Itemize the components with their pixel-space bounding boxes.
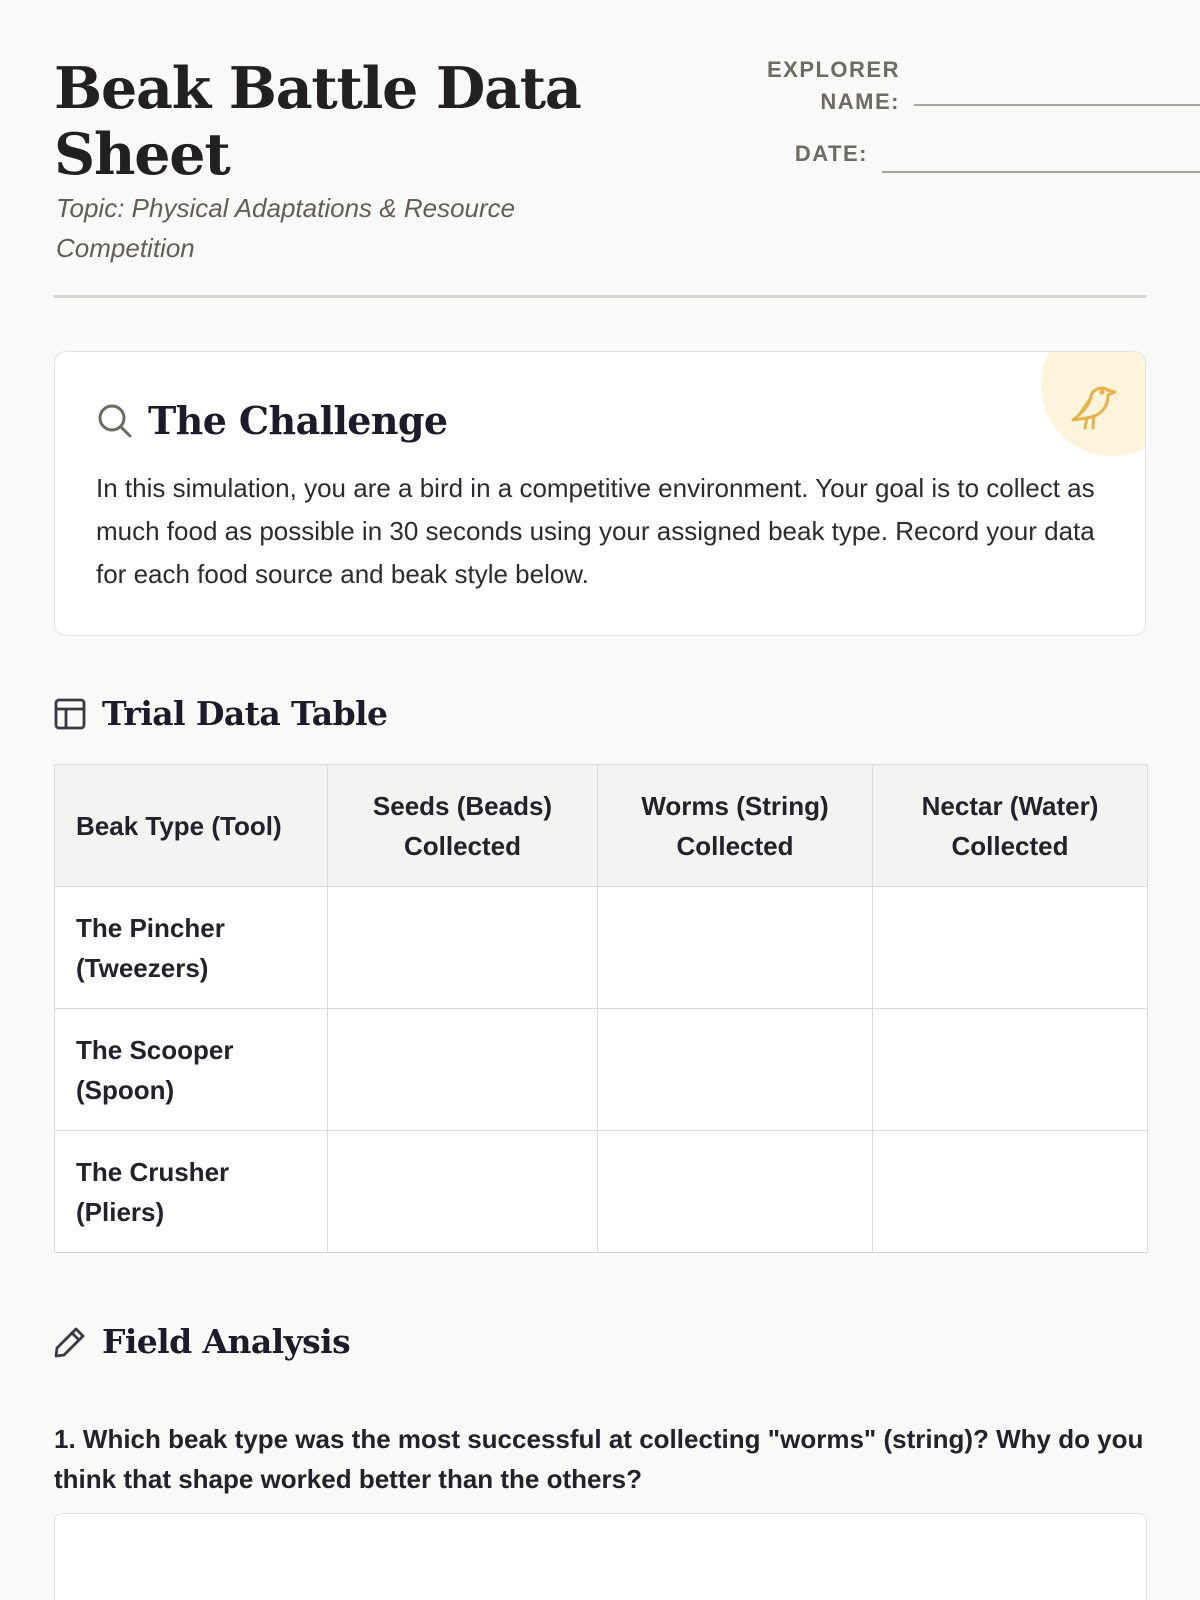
table-row bbox=[55, 887, 1148, 1009]
explorer-name-field[interactable] bbox=[914, 104, 1200, 106]
scooper-worms-cell[interactable] bbox=[598, 1009, 873, 1131]
challenge-badge bbox=[1041, 351, 1146, 456]
date-field[interactable] bbox=[882, 171, 1200, 173]
question-1-answer-box[interactable] bbox=[54, 1513, 1147, 1600]
crusher-seeds-cell[interactable] bbox=[328, 1131, 598, 1253]
challenge-title: The Challenge bbox=[148, 398, 448, 443]
column-header-worms: Worms (String) Collected bbox=[598, 765, 873, 887]
field-analysis-heading bbox=[54, 1320, 350, 1364]
column-header-seeds: Seeds (Beads) Collected bbox=[328, 765, 598, 887]
column-header-nectar: Nectar (Water) Collected bbox=[873, 765, 1148, 887]
explorer-name-label: EXPLORER NAME: bbox=[766, 57, 900, 114]
page-title: Beak Battle Data Sheet bbox=[54, 55, 581, 188]
crusher-nectar-cell[interactable] bbox=[873, 1131, 1148, 1253]
challenge-heading bbox=[96, 396, 447, 446]
scooper-nectar-cell[interactable] bbox=[873, 1009, 1148, 1131]
search-icon bbox=[96, 402, 134, 440]
question-1: 1. Which beak type was the most successful at collecting "worms" (string)? Why do you think that shape worked better than the others? bbox=[54, 1424, 1144, 1494]
trial-data-table bbox=[54, 764, 1148, 1253]
pencil-icon bbox=[54, 1326, 86, 1358]
crusher-worms-cell[interactable] bbox=[598, 1131, 873, 1253]
table-header-row bbox=[55, 765, 1148, 887]
table-row bbox=[55, 1131, 1148, 1253]
pincher-nectar-cell[interactable] bbox=[873, 887, 1148, 1009]
bird-icon bbox=[1067, 382, 1119, 430]
field-analysis-title: Field Analysis bbox=[102, 1322, 351, 1361]
row-label-scooper: The Scooper (Spoon) bbox=[55, 1009, 328, 1131]
pincher-worms-cell[interactable] bbox=[598, 887, 873, 1009]
worksheet-header bbox=[54, 0, 1146, 298]
column-header-beak-type: Beak Type (Tool) bbox=[55, 765, 328, 887]
challenge-description: In this simulation, you are a bird in a competitive environment. Your goal is to collect as much food as possible in 30 seconds using your assigned beak type. Record your data for each food source and beak style below. bbox=[96, 473, 1095, 589]
page-topic: Topic: Physical Adaptations & Resource Competition bbox=[56, 193, 516, 263]
challenge-card bbox=[54, 351, 1146, 636]
table-icon bbox=[54, 698, 86, 730]
trial-table-heading bbox=[54, 692, 387, 736]
table-row bbox=[55, 1009, 1148, 1131]
trial-table-title: Trial Data Table bbox=[102, 694, 388, 733]
scooper-seeds-cell[interactable] bbox=[328, 1009, 598, 1131]
row-label-crusher: The Crusher (Pliers) bbox=[55, 1131, 328, 1253]
row-label-pincher: The Pincher (Tweezers) bbox=[55, 887, 328, 1009]
date-label: DATE: bbox=[794, 141, 868, 166]
pincher-seeds-cell[interactable] bbox=[328, 887, 598, 1009]
